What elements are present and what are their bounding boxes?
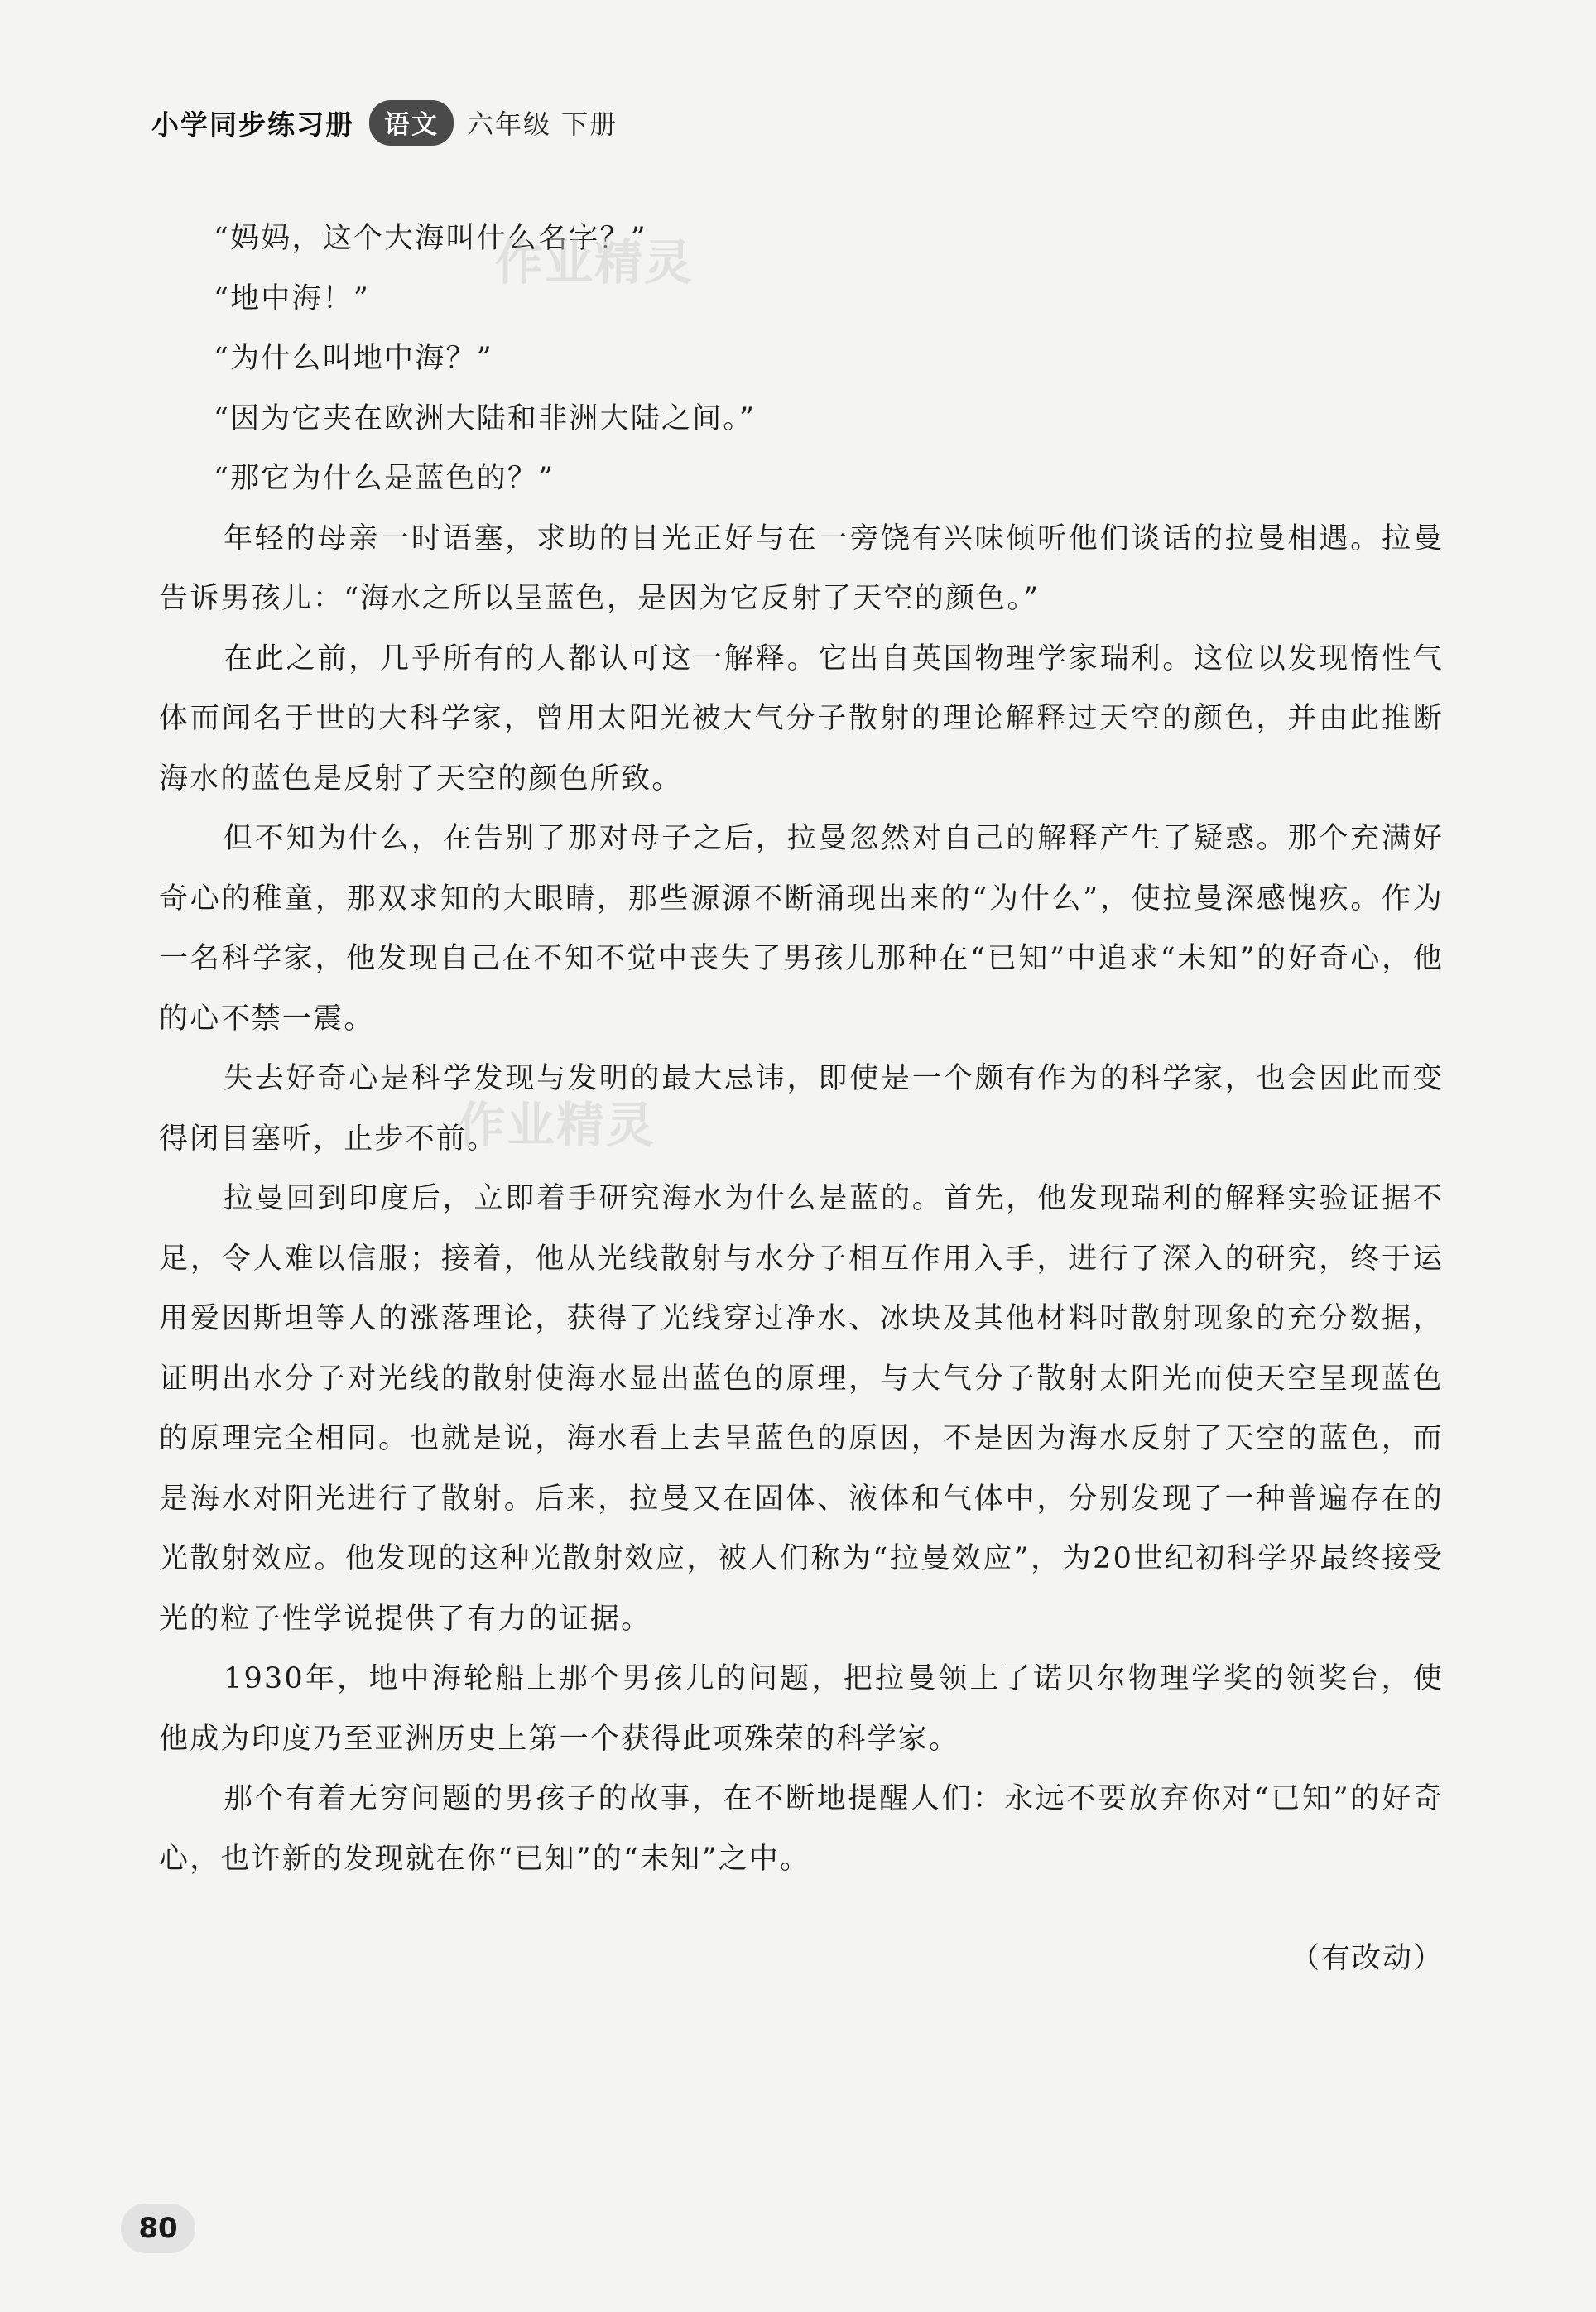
paragraph: “地中海！” xyxy=(214,281,370,315)
watermark: 作业精灵 xyxy=(457,1097,656,1153)
paragraph: 年轻的母亲一时语塞，求助的目光正好与在一旁饶有兴味倾听他们谈话的拉曼相遇。拉曼告诉男孩儿：“海水之所以呈蓝色，是因为它反射了天空的颜色。” xyxy=(159,522,1444,615)
article-body xyxy=(159,209,1444,1889)
revision-note: （有改动） xyxy=(1290,1942,1444,1975)
page-number: 80 xyxy=(138,2212,178,2245)
paragraph: 在此之前，几乎所有的人都认可这一解释。它出自英国物理学家瑞利。这位以发现惰性气体而闻名于世的大科学家，曾用太阳光被大气分子散射的理论解释过天空的颜色，并由此推断海水的蓝色是反射了天空的颜色所致。 xyxy=(159,642,1444,796)
page-header xyxy=(151,98,618,147)
watermark: 作业精灵 xyxy=(495,234,695,291)
book-title: 小学同步练习册 xyxy=(151,108,354,141)
paragraph: 失去好奇心是科学发现与发明的最大忌讳，即使是一个颇有作为的科学家，也会因此而变得闭目塞听，止步不前。 xyxy=(159,1062,1444,1156)
paragraph: 拉曼回到印度后，立即着手研究海水为什么是蓝的。首先，他发现瑞利的解释实验证据不足，令人难以信服；接着，他从光线散射与水分子相互作用入手，进行了深入的研究，终于运用爱因斯坦等人的涨落理论，获得了光线穿过净水、冰块及其他材料时散射现象的充分数据，证明出水分子对光线的散射使海水显出蓝色的原理，与大气分子散射太阳光而使天空呈现蓝色的原理完全相同。也就是说，海水看上去呈蓝色的原因，不是因为海水反射了天空的蓝色，而是海水对阳光进行了散射。后来，拉曼又在固体、液体和气体中，分别发现了一种普遍存在的光散射效应。他发现的这种光散射效应，被人们称为“拉曼效应”，为20世纪初科学界最终接受光的粒子性学说提供了有力的证据。 xyxy=(159,1182,1444,1636)
paragraph: “那它为什么是蓝色的？” xyxy=(214,462,555,495)
paragraph: “因为它夹在欧洲大陆和非洲大陆之间。” xyxy=(214,401,757,435)
grade-label: 六年级 下册 xyxy=(467,108,618,140)
page-number-badge xyxy=(121,2204,195,2253)
paragraph: 1930年，地中海轮船上那个男孩儿的问题，把拉曼领上了诺贝尔物理学奖的领奖台，使他成为印度乃至亚洲历史上第一个获得此项殊荣的科学家。 xyxy=(159,1662,1444,1756)
paragraph: “为什么叫地中海？” xyxy=(214,342,493,375)
paragraph: “妈妈，这个大海叫什么名字？” xyxy=(214,222,647,255)
paragraph: 但不知为什么，在告别了那对母子之后，拉曼忽然对自己的解释产生了疑惑。那个充满好奇心的稚童，那双求知的大眼睛，那些源源不断涌现出来的“为什么”，使拉曼深感愧疚。作为一名科学家，他发现自己在不知不觉中丧失了男孩儿那种在“已知”中追求“未知”的好奇心，他的心不禁一震。 xyxy=(159,822,1444,1036)
paragraph: 那个有着无穷问题的男孩子的故事，在不断地提醒人们：永远不要放弃你对“已知”的好奇心，也许新的发现就在你“已知”的“未知”之中。 xyxy=(159,1782,1444,1876)
subject-badge: 语文 xyxy=(369,100,454,146)
